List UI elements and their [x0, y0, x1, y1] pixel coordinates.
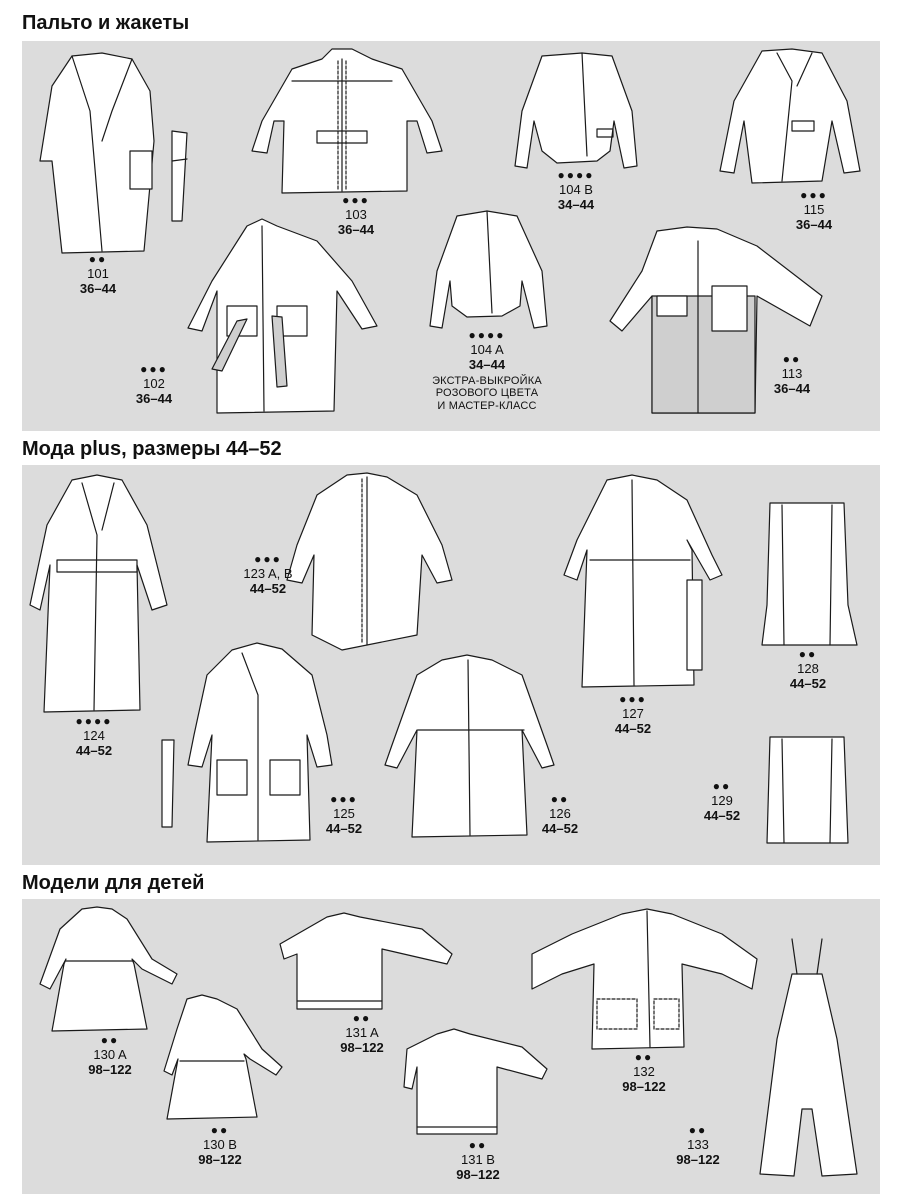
garment-103-jacket-icon [252, 49, 442, 193]
model-129-number: 129 [711, 792, 733, 808]
model-104a-note-line2: РОЗОВОГО ЦВЕТА [435, 387, 539, 400]
model-131a-label [322, 1012, 402, 1056]
model-123-sizes: 44–52 [249, 580, 287, 596]
model-104b-difficulty: ●●●● [557, 168, 595, 182]
model-115-number: 115 [803, 201, 825, 217]
panel-coats [22, 41, 880, 431]
model-104a-note-line3: И МАСТЕР-КЛАСС [437, 399, 537, 412]
panel-plus [22, 465, 880, 865]
model-132-sizes: 98–122 [622, 1078, 666, 1094]
model-102-number: 102 [143, 375, 165, 391]
model-126-label [520, 793, 600, 837]
model-133-label [658, 1124, 738, 1168]
model-102-sizes: 36–44 [135, 390, 173, 406]
model-124-difficulty: ●●●● [75, 714, 113, 728]
model-130a-difficulty: ●● [100, 1033, 120, 1047]
model-127-difficulty: ●●● [619, 692, 647, 706]
garment-124-coat-icon [30, 475, 167, 712]
model-130a-sizes: 98–122 [88, 1061, 132, 1077]
model-124-label [54, 715, 134, 759]
model-115-label [774, 189, 854, 233]
model-130a-label [70, 1034, 150, 1078]
model-128-difficulty: ●● [798, 647, 818, 661]
model-131b-label [438, 1139, 518, 1183]
model-126-sizes: 44–52 [541, 820, 579, 836]
model-133-number: 133 [687, 1136, 709, 1152]
model-132-difficulty: ●● [634, 1050, 654, 1064]
model-103-difficulty: ●●● [342, 193, 370, 207]
garment-129-skirt-icon [767, 737, 848, 843]
garment-128-skirt-icon [762, 503, 857, 645]
model-130a-number: 130 A [93, 1046, 127, 1062]
model-101-sizes: 36–44 [79, 280, 117, 296]
garment-130b-dress-icon [164, 995, 282, 1119]
model-131b-difficulty: ●● [468, 1138, 488, 1152]
model-132-label [604, 1051, 684, 1095]
garment-127-dress-icon [564, 475, 722, 687]
model-131a-number: 131 A [345, 1024, 379, 1040]
model-129-label [682, 780, 762, 824]
garment-101-coat-icon [40, 53, 187, 253]
model-115-difficulty: ●●● [800, 188, 828, 202]
garment-115-jacket-icon [720, 49, 860, 183]
model-124-sizes: 44–52 [75, 742, 113, 758]
panel-kids [22, 899, 880, 1194]
model-131b-sizes: 98–122 [456, 1166, 500, 1182]
model-123-difficulty: ●●● [254, 552, 282, 566]
model-130b-difficulty: ●● [210, 1123, 230, 1137]
model-133-sizes: 98–122 [676, 1151, 720, 1167]
model-102-difficulty: ●●● [140, 362, 168, 376]
model-104a-label [412, 329, 562, 413]
model-124-number: 124 [83, 727, 105, 743]
model-101-label [58, 253, 138, 297]
model-128-number: 128 [797, 660, 819, 676]
model-104a-sizes: 34–44 [468, 356, 506, 372]
model-133-difficulty: ●● [688, 1123, 708, 1137]
model-103-label [316, 194, 396, 238]
model-125-difficulty: ●●● [330, 792, 358, 806]
model-104a-number: 104 A [470, 341, 504, 357]
garment-131b-sweater-icon [404, 1029, 547, 1134]
model-103-number: 103 [345, 206, 367, 222]
model-130b-number: 130 B [203, 1136, 237, 1152]
model-102-label [114, 363, 194, 407]
model-127-sizes: 44–52 [614, 720, 652, 736]
model-113-number: 113 [781, 365, 803, 381]
model-113-label [752, 353, 832, 397]
model-104a-difficulty: ●●●● [468, 328, 506, 342]
garment-104b-jacket-icon [515, 53, 637, 168]
model-125-sizes: 44–52 [325, 820, 363, 836]
model-103-sizes: 36–44 [337, 221, 375, 237]
model-129-difficulty: ●● [712, 779, 732, 793]
section-title-kids: Модели для детей [22, 872, 205, 894]
model-128-sizes: 44–52 [789, 675, 827, 691]
model-125-number: 125 [333, 805, 355, 821]
model-125-label [304, 793, 384, 837]
model-104b-number: 104 B [559, 181, 593, 197]
model-131a-difficulty: ●● [352, 1011, 372, 1025]
model-130b-sizes: 98–122 [198, 1151, 242, 1167]
garment-102-coat-icon [188, 219, 377, 413]
model-127-number: 127 [622, 705, 644, 721]
model-126-difficulty: ●● [550, 792, 570, 806]
model-104b-label [536, 169, 616, 213]
model-127-label [593, 693, 673, 737]
garment-104a-jacket-icon [430, 211, 547, 328]
model-132-number: 132 [633, 1063, 655, 1079]
model-123-label [228, 553, 308, 597]
model-129-sizes: 44–52 [703, 807, 741, 823]
model-104b-sizes: 34–44 [557, 196, 595, 212]
model-101-difficulty: ●● [88, 252, 108, 266]
garment-123-shirt-icon [287, 473, 452, 650]
model-113-difficulty: ●● [782, 352, 802, 366]
garment-132-jacket-icon [532, 909, 757, 1049]
model-115-sizes: 36–44 [795, 216, 833, 232]
model-131a-sizes: 98–122 [340, 1039, 384, 1055]
section-title-plus: Мода plus, размеры 44–52 [22, 438, 282, 460]
model-113-sizes: 36–44 [773, 380, 811, 396]
section-title-coats: Пальто и жакеты [22, 12, 190, 34]
model-123-number: 123 A, B [243, 565, 293, 581]
model-128-label [768, 648, 848, 692]
model-101-number: 101 [87, 265, 109, 281]
model-130b-label [180, 1124, 260, 1168]
model-126-number: 126 [549, 805, 571, 821]
model-131b-number: 131 B [461, 1151, 495, 1167]
model-104a-note-line1: ЭКСТРА-ВЫКРОЙКА [432, 374, 542, 387]
garment-130a-dress-icon [40, 907, 177, 1031]
garment-131a-sweater-icon [280, 913, 452, 1009]
garment-133-overalls-icon [760, 939, 857, 1176]
